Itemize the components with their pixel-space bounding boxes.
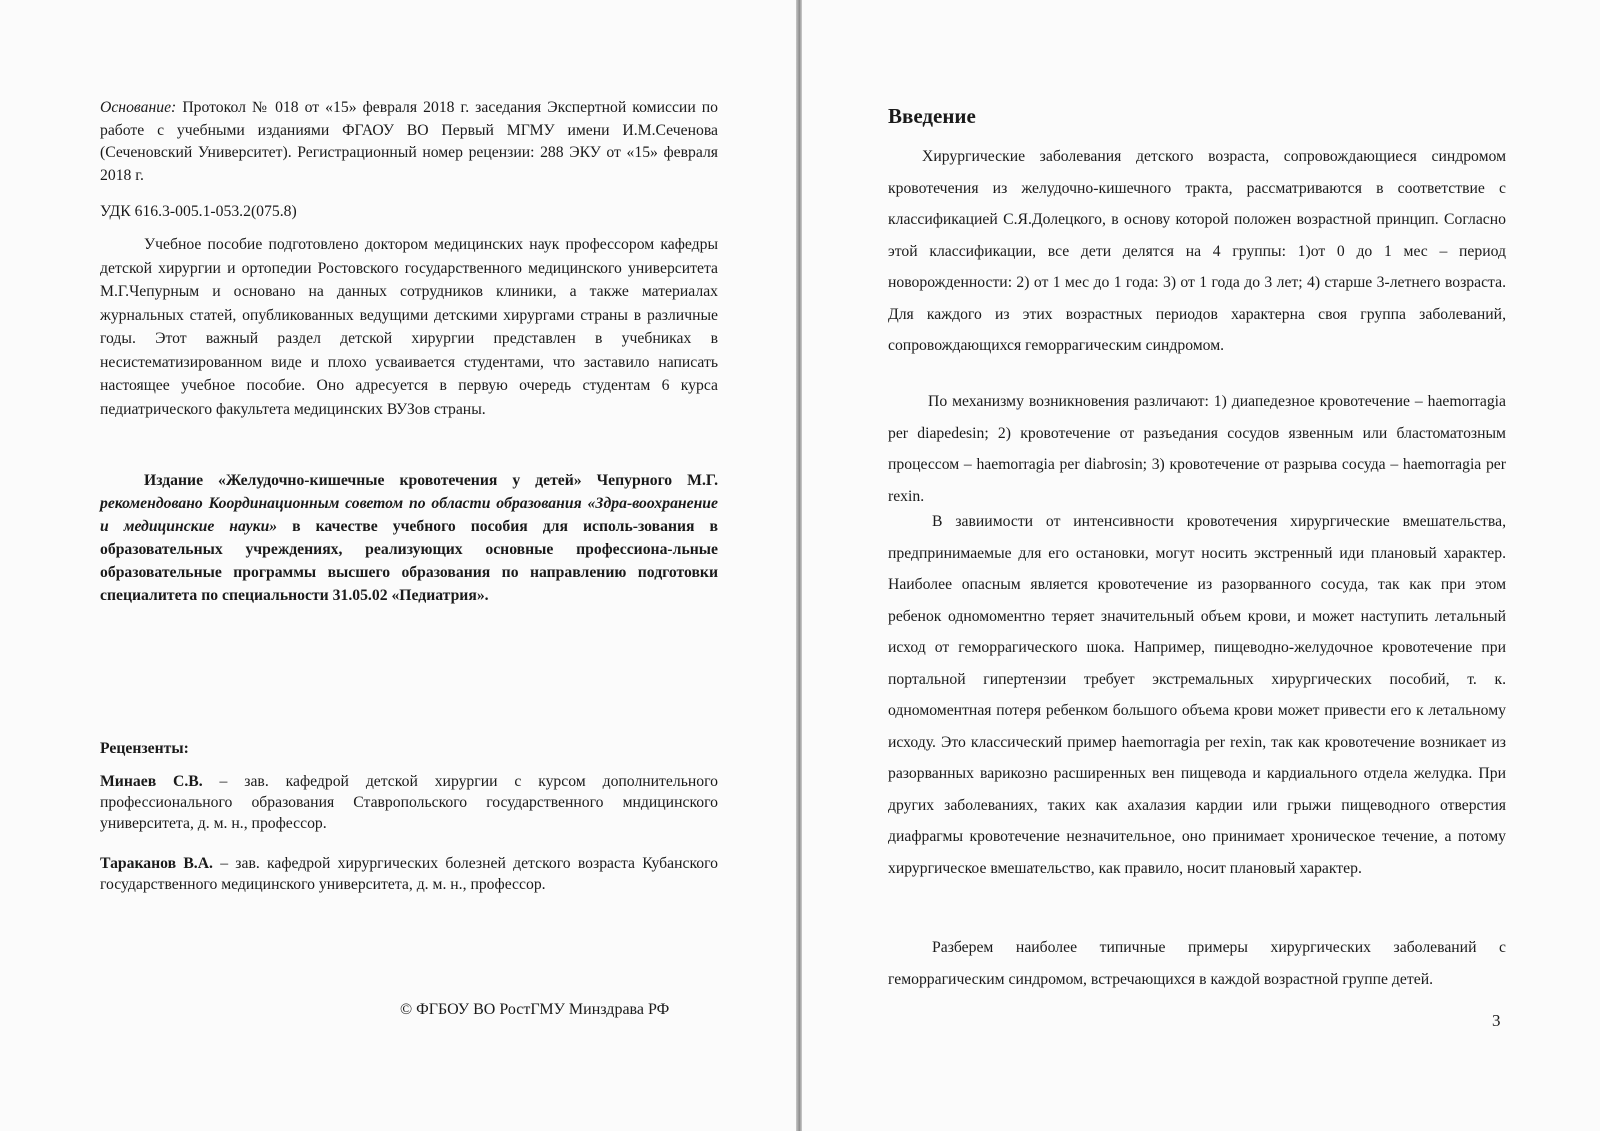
annotation-paragraph: Учебное пособие подготовлено доктором медицинских наук профессором кафедры детской хирургии и ортопедии Ростовского государственного медицинского университета М.Г.Чепурным и основано на данных сотрудников клиники, а также материалах журнальных статей, опубликованных ведущими детскими хирургами страны в различные годы. Этот важный раздел детской хирургии представлен в учебниках в несистематизированном виде и плохо усваивается студентами, что заставило написать настоящее учебное пособие. Оно адресуется в первую очередь студентам 6 курса педиатрического факультета медицинских ВУЗов страны. [100, 236, 718, 418]
reviewer-name: Минаев С.В. [100, 773, 203, 790]
udk-code: УДК 616.3-005.1-053.2(075.8) [100, 203, 297, 220]
reviewer-name: Тараканов В.А. [100, 855, 213, 872]
edition-recommendation [100, 469, 718, 607]
intro-paragraph-2: По механизму возникновения различают: 1) диапедезное кровотечение – haemorragia per diapedesin; 2) кровотечение от разъедания сосудов язвенным или бластоматозным процессом – haemorragia per diabrosin; 3) кровотечение от разрыва сосуда – haemorragia per rexin. [888, 393, 1506, 505]
edition-italic: рекомендовано Координационным советом по области образования «Здра-воохранение и медицинские науки» [100, 495, 718, 535]
edition-text-2: в качестве учебного пособия для исполь-зования в образовательных учреждениях, реализующих основные профессиона-льные образовательные программы высшего образования по направлению подготовки специалитета по специальности 31.05.02 «Педиатрия». [100, 518, 718, 604]
edition-text-1: Издание «Желудочно-кишечные кровотечения у детей» Чепурного М.Г. [144, 472, 718, 489]
reviewers-heading: Рецензенты: [100, 740, 189, 757]
section-title: Введение [888, 104, 976, 128]
reviewer-description: – зав. кафедрой хирургических болезней детского возраста Кубанского государственного медицинского университета, д. м. н., профессор. [100, 855, 718, 893]
basis-label: Основание: [100, 99, 177, 116]
reviewer-entry [100, 771, 718, 834]
approval-basis [100, 97, 718, 187]
copyright-notice: © ФГБОУ ВО РостГМУ Минздрава РФ [400, 1001, 670, 1018]
page-number: 3 [1492, 1011, 1501, 1030]
basis-text: Протокол № 018 от «15» февраля 2018 г. заседания Экспертной комиссии по работе с учебными изданиями ФГАОУ ВО Первый МГМУ имени И.М.Сеченова (Сеченовский Университет). Регистрационный номер рецензии: 288 ЭКУ от «15» февраля 2018 г. [100, 99, 718, 184]
reviewer-description: – зав. кафедрой детской хирургии с курсом дополнительного профессионального образования Ставропольского государственного мндицинского университета, д. м. н., профессор. [100, 773, 718, 832]
intro-paragraph-3: В завиимости от интенсивности кровотечения хирургические вмешательства, предпринимаемые для его остановки, могут носить экстренный иди плановый характер. Наиболее опасным является кровотечение из разорванного сосуда, так как при этом ребенок одномоментно теряет значительный объем крови, и может наступить летальный исход от геморрагического шока. Например, пищеводно-желудочное кровотечение при портальной гипертензии требует экстремальных хирургических пособий, т. к. одномоментная потеря ребенком большого объема крови может привести его к летальному исходу. Это классический пример haemorragia per rexin, так как кровотечение возникает из разорванных варикозно расширенных вен пищевода и кардиального отдела желудка. При других заболеваниях, таких как ахалазия кардии или грыжи пищеводного отверстия диафрагмы кровотечение незначительное, оно принимает хроническое течение, а потому хирургическое вмешательство, как правило, носит плановый характер. [888, 513, 1506, 877]
left-page [0, 0, 798, 1131]
intro-paragraph-1: Хирургические заболевания детского возраста, сопровождающиеся синдромом кровотечения из желудочно-кишечного тракта, рассматриваются в соответствие с классификацией С.Я.Долецкого, в основу которой положен возрастной принцип. Согласно этой классификации, все дети делятся на 4 группы: 1)от 0 до 1 мес – период новорожденности: 2) от 1 мес до 1 года: 3) от 1 года до 3 лет; 4) старше 3-летнего возраста. Для каждого из этих возрастных периодов характерна своя группа заболеваний, сопровождающихся геморрагическим синдромом. [888, 148, 1506, 354]
right-page [802, 0, 1600, 1131]
reviewer-entry [100, 853, 718, 895]
intro-paragraph-4: Разберем наиболее типичные примеры хирургических заболеваний с геморрагическим синдромом, встречающихся в каждой возрастной группе детей. [888, 939, 1506, 988]
